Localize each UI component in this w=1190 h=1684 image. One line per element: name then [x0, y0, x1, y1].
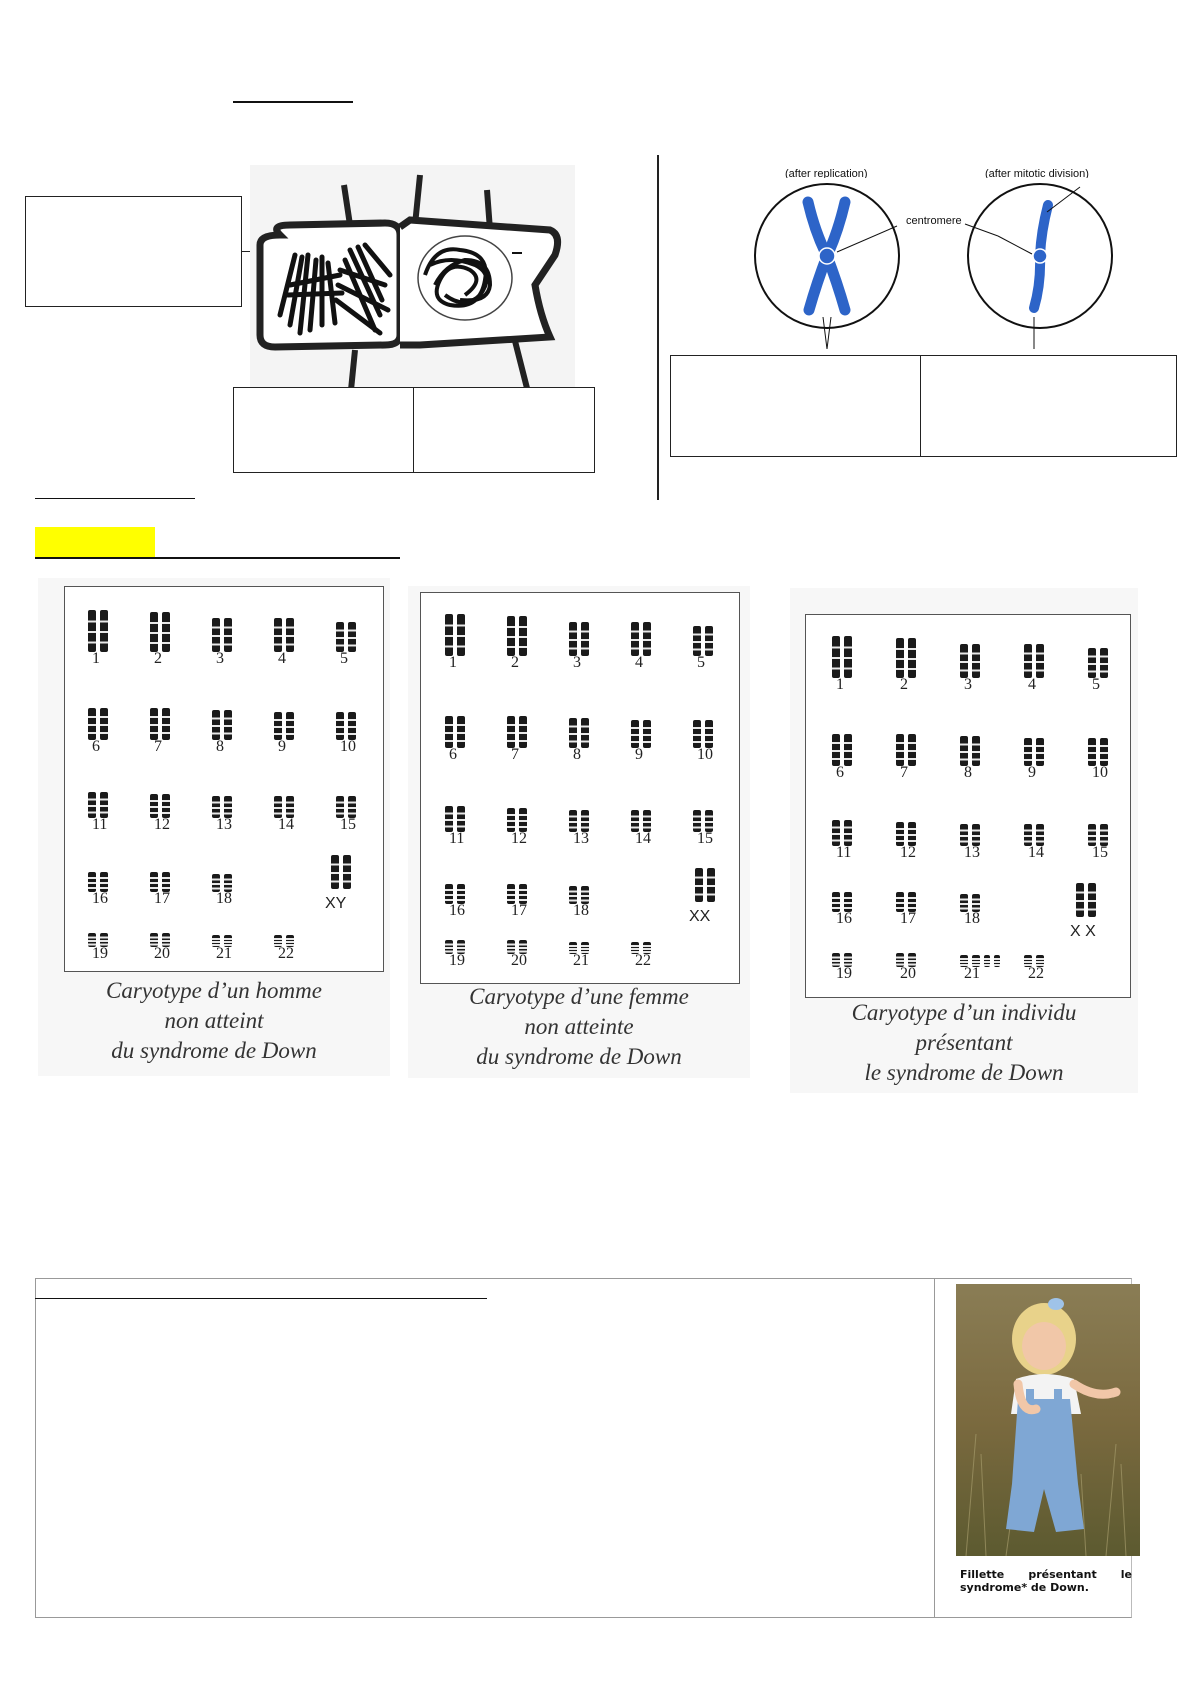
chromosome-pair: [984, 955, 1000, 967]
chromosome-number: 16: [92, 890, 108, 907]
chromosome-number: 11: [449, 830, 465, 847]
chromosome-pair: [832, 636, 852, 678]
chromosome-number: 17: [900, 910, 916, 927]
title-underline: [233, 101, 353, 103]
chromosome-pair: [445, 716, 465, 748]
centromere-label: centromere: [906, 215, 962, 227]
chromosome-number: 1: [449, 654, 457, 671]
chromosome-number: 18: [216, 890, 232, 907]
chromosome-pair: [274, 796, 294, 818]
chromosome-number: 9: [635, 746, 643, 763]
chromosome-number: 10: [340, 738, 356, 755]
chromosome-number: 1: [836, 676, 844, 693]
chromosome-pair: [212, 796, 232, 818]
chromosome-pair: [693, 626, 713, 656]
chromosome-pair: [507, 808, 527, 832]
chromosome-number: 8: [964, 764, 972, 781]
chromosome-number: 16: [449, 902, 465, 919]
chromosome-pair: [507, 884, 527, 904]
chromosome-pair: [445, 884, 465, 904]
chromosome-number: 9: [1028, 764, 1036, 781]
chromosome-number: 4: [278, 650, 286, 667]
chromosome-number: 6: [92, 738, 100, 755]
chromosome-pair: [88, 708, 108, 740]
chromosome-number: 21: [216, 945, 232, 962]
caption-line: Caryotype d’un homme: [106, 978, 322, 1003]
section-heading-underline: [35, 557, 400, 559]
chromosome-pair: [832, 820, 852, 846]
caption-line: Caryotype d’une femme: [469, 984, 689, 1009]
chromosome-pair: [693, 810, 713, 832]
chromosome-number: 8: [573, 746, 581, 763]
chromosome-number: 22: [278, 945, 294, 962]
chromosome-number: 20: [900, 965, 916, 982]
chromosome-pair: [896, 638, 916, 678]
diagram-top-label-right: (after mitotic division): [985, 168, 1089, 178]
chromosome-pair: [1088, 824, 1108, 846]
chromosome-number: 21: [964, 965, 980, 982]
chromosome-number: 5: [1092, 676, 1100, 693]
chromosome-pair: [336, 622, 356, 652]
sex-chromosome-label: XY: [325, 895, 347, 912]
chromosome-number: 12: [511, 830, 527, 847]
chromosome-pair: [88, 872, 108, 892]
caption-line: du syndrome de Down: [111, 1038, 317, 1063]
chromosome-pair: [150, 612, 170, 652]
chromosome-number: 12: [154, 816, 170, 833]
chromosome-pair: [569, 810, 589, 832]
chromosome-pair: [631, 622, 651, 656]
chromosome-pair: [1024, 738, 1044, 766]
chromosome-number: 10: [1092, 764, 1108, 781]
chromosome-number: 4: [635, 654, 643, 671]
answer-box-chromosome-left[interactable]: [670, 355, 922, 457]
chromosome-number: 7: [900, 764, 908, 781]
chromosome-number: 18: [964, 910, 980, 927]
photo-caption: Fillette présentant le syndrome* de Down.: [960, 1568, 1132, 1594]
caption-line: non atteint: [164, 1008, 264, 1033]
chromosome-number: 14: [635, 830, 651, 847]
chromosome-pair: [274, 618, 294, 652]
chromosome-number: 9: [278, 738, 286, 755]
chromosome-number: 20: [511, 952, 527, 969]
chromosome-pair: [212, 618, 232, 652]
chromosome-number: 6: [836, 764, 844, 781]
chromosome-pair: [693, 720, 713, 748]
chromosome-number: 1: [92, 650, 100, 667]
chromosome-number: 17: [511, 902, 527, 919]
chromosome-number: 17: [154, 890, 170, 907]
chromosome-pair: [212, 710, 232, 740]
chromosome-number: 22: [1028, 965, 1044, 982]
chromosome-pair: [1076, 883, 1096, 917]
sex-chromosome-label: X X: [1070, 923, 1096, 940]
section-underline-small: [35, 498, 195, 499]
chromosome-pair: [896, 734, 916, 766]
chromosome-diagram: [745, 172, 1125, 357]
chromosome-pair: [88, 792, 108, 818]
chromosome-pair: [960, 644, 980, 678]
caption-line: Caryotype d’un individu: [851, 1000, 1077, 1025]
chromosome-pair: [1088, 738, 1108, 766]
chromosome-pair: [631, 810, 651, 832]
karyotype-caption: [408, 982, 750, 1072]
chromosome-pair: [150, 872, 170, 892]
chromosome-number: 7: [154, 738, 162, 755]
chromosome-number: 5: [340, 650, 348, 667]
vertical-divider: [657, 155, 659, 500]
chromosome-number: 14: [1028, 844, 1044, 861]
caption-line: présentant: [915, 1030, 1013, 1055]
chromosome-pair: [960, 736, 980, 766]
chromosome-number: 2: [511, 654, 519, 671]
caption-line: le syndrome de Down: [864, 1060, 1064, 1085]
chromosome-pair: [445, 806, 465, 832]
chromosome-number: 15: [697, 830, 713, 847]
chromosome-number: 3: [573, 654, 581, 671]
chromosome-pair: [336, 712, 356, 740]
chromosome-number: 18: [573, 902, 589, 919]
answer-box-chromosome-right[interactable]: [920, 355, 1177, 457]
highlight-block: [35, 527, 155, 559]
plant-cells-mitosis-drawing: [250, 165, 575, 400]
chromosome-pair: [331, 855, 351, 889]
answer-box-cell-right[interactable]: [413, 387, 595, 473]
chromosome-number: 13: [573, 830, 589, 847]
chromosome-number: 15: [1092, 844, 1108, 861]
chromosome-number: 8: [216, 738, 224, 755]
caption-line: du syndrome de Down: [476, 1044, 682, 1069]
chromosome-number: 11: [92, 816, 108, 833]
chromosome-number: 5: [697, 654, 705, 671]
chromosome-number: 12: [900, 844, 916, 861]
chromosome-number: 3: [216, 650, 224, 667]
chromosome-pair: [832, 892, 852, 912]
chromosome-number: 22: [635, 952, 651, 969]
chromosome-number: 21: [573, 952, 589, 969]
chromosome-pair: [1024, 644, 1044, 678]
chromosome-pair: [1024, 824, 1044, 846]
chromosome-number: 14: [278, 816, 294, 833]
karyotype-caption: [790, 998, 1138, 1088]
chromosome-number: 20: [154, 945, 170, 962]
chromosome-pair: [445, 614, 465, 656]
girl-photo: [956, 1284, 1140, 1556]
diagram-top-label-left: (after replication): [785, 168, 868, 178]
answer-box-top-left[interactable]: [25, 196, 242, 307]
chromosome-pair: [960, 824, 980, 846]
caption-line: non atteinte: [524, 1014, 634, 1039]
chromosome-number: 4: [1028, 676, 1036, 693]
chromosome-pair: [631, 720, 651, 748]
chromosome-number: 19: [836, 965, 852, 982]
chromosome-pair: [569, 718, 589, 748]
chromosome-number: 2: [900, 676, 908, 693]
bottom-heading-underline: [35, 1298, 487, 1299]
chromosome-number: 15: [340, 816, 356, 833]
chromosome-number: 16: [836, 910, 852, 927]
chromosome-number: 19: [92, 945, 108, 962]
bottom-frame-divider: [934, 1278, 935, 1617]
chromosome-number: 11: [836, 844, 852, 861]
chromosome-number: 6: [449, 746, 457, 763]
chromosome-pair: [150, 708, 170, 740]
chromosome-pair: [1088, 648, 1108, 678]
karyotype-caption: [38, 976, 390, 1066]
chromosome-pair: [832, 734, 852, 766]
chromosome-number: 2: [154, 650, 162, 667]
chromosome-pair: [336, 796, 356, 818]
chromosome-pair: [150, 794, 170, 818]
chromosome-pair: [88, 610, 108, 652]
chromosome-number: 13: [216, 816, 232, 833]
chromosome-pair: [896, 892, 916, 912]
chromosome-pair: [507, 716, 527, 748]
answer-box-cell-left[interactable]: [233, 387, 415, 473]
chromosome-pair: [569, 622, 589, 656]
chromosome-number: 3: [964, 676, 972, 693]
chromosome-number: 7: [511, 746, 519, 763]
chromosome-pair: [274, 712, 294, 740]
sex-chromosome-label: XX: [689, 908, 711, 925]
chromosome-pair: [507, 616, 527, 656]
chromosome-number: 10: [697, 746, 713, 763]
chromosome-number: 19: [449, 952, 465, 969]
chromosome-pair: [896, 822, 916, 846]
chromosome-pair: [695, 868, 715, 902]
chromosome-number: 13: [964, 844, 980, 861]
